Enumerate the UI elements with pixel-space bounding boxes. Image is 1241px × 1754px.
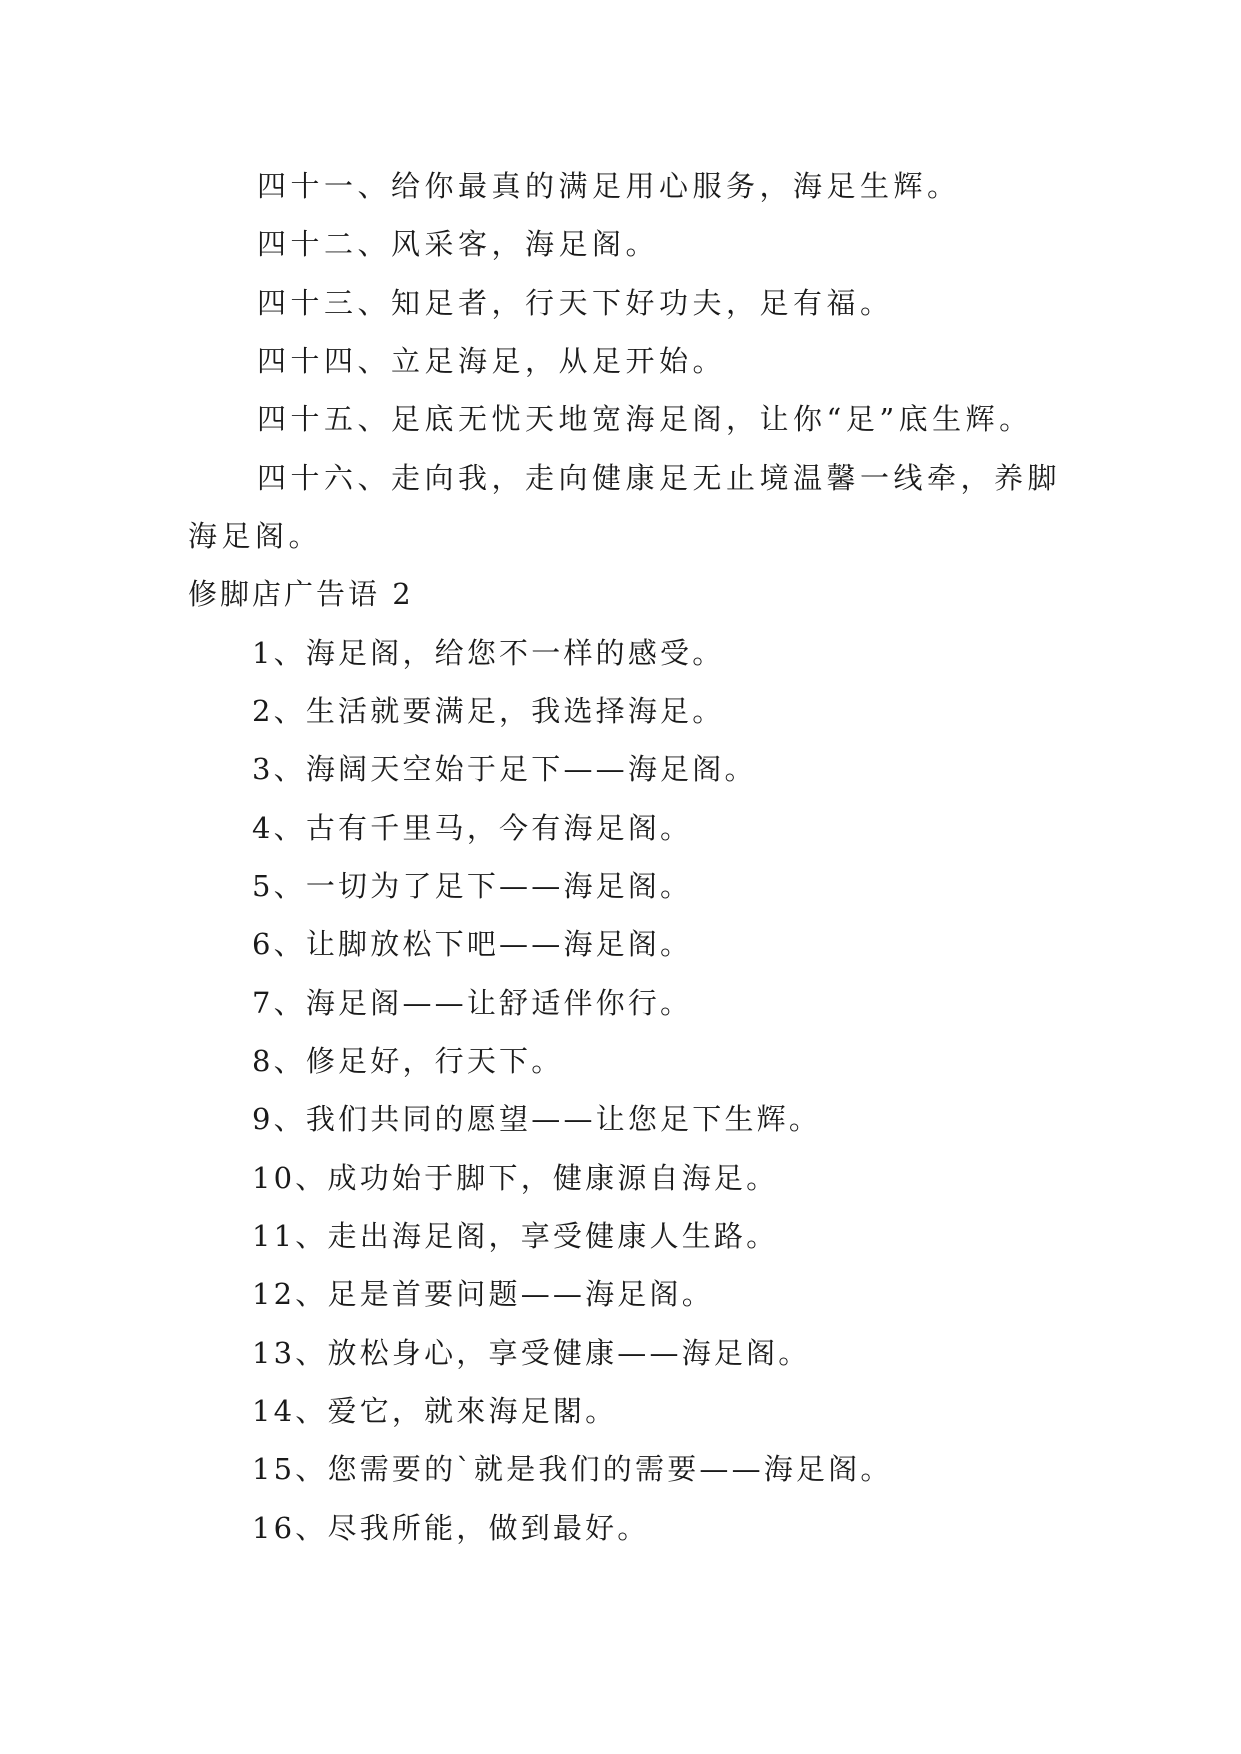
paragraph-46-continued: 海足阁。 — [188, 519, 323, 553]
list-item: 3、海阔天空始于足下——海足阁。 — [252, 752, 757, 786]
list-item: 4、古有千里马，今有海足阁。 — [252, 811, 693, 845]
list-item: 15、您需要的`就是我们的需要——海足阁。 — [252, 1452, 893, 1486]
list-item: 6、让脚放松下吧——海足阁。 — [252, 927, 693, 961]
list-item: 14、爱它，就來海足閣。 — [252, 1394, 618, 1428]
list-item: 13、放松身心，享受健康——海足阁。 — [252, 1336, 811, 1370]
list-item: 1、海足阁，给您不一样的感受。 — [252, 636, 725, 670]
list-item: 2、生活就要满足，我选择海足。 — [252, 694, 725, 728]
paragraph-43: 四十三、知足者，行天下好功夫，足有福。 — [257, 286, 894, 320]
list-item: 11、走出海足阁，享受健康人生路。 — [252, 1219, 779, 1253]
paragraph-45: 四十五、足底无忧天地宽海足阁，让你“足”底生辉。 — [257, 402, 1033, 436]
list-item: 12、足是首要问题——海足阁。 — [252, 1277, 714, 1311]
list-item: 16、尽我所能，做到最好。 — [252, 1511, 650, 1545]
list-item: 8、修足好，行天下。 — [252, 1044, 564, 1078]
section-title: 修脚店广告语 2 — [188, 577, 414, 611]
list-item: 9、我们共同的愿望——让您足下生辉。 — [252, 1102, 822, 1136]
paragraph-42: 四十二、风采客，海足阁。 — [257, 227, 660, 261]
list-item: 10、成功始于脚下，健康源自海足。 — [252, 1161, 779, 1195]
list-item: 7、海足阁——让舒适伴你行。 — [252, 986, 693, 1020]
paragraph-44: 四十四、立足海足，从足开始。 — [257, 344, 727, 378]
list-item: 5、一切为了足下——海足阁。 — [252, 869, 693, 903]
paragraph-46: 四十六、走向我，走向健康足无止境温馨一线牵，养脚 — [257, 461, 1062, 495]
paragraph-41: 四十一、给你最真的满足用心服务，海足生辉。 — [257, 169, 961, 203]
